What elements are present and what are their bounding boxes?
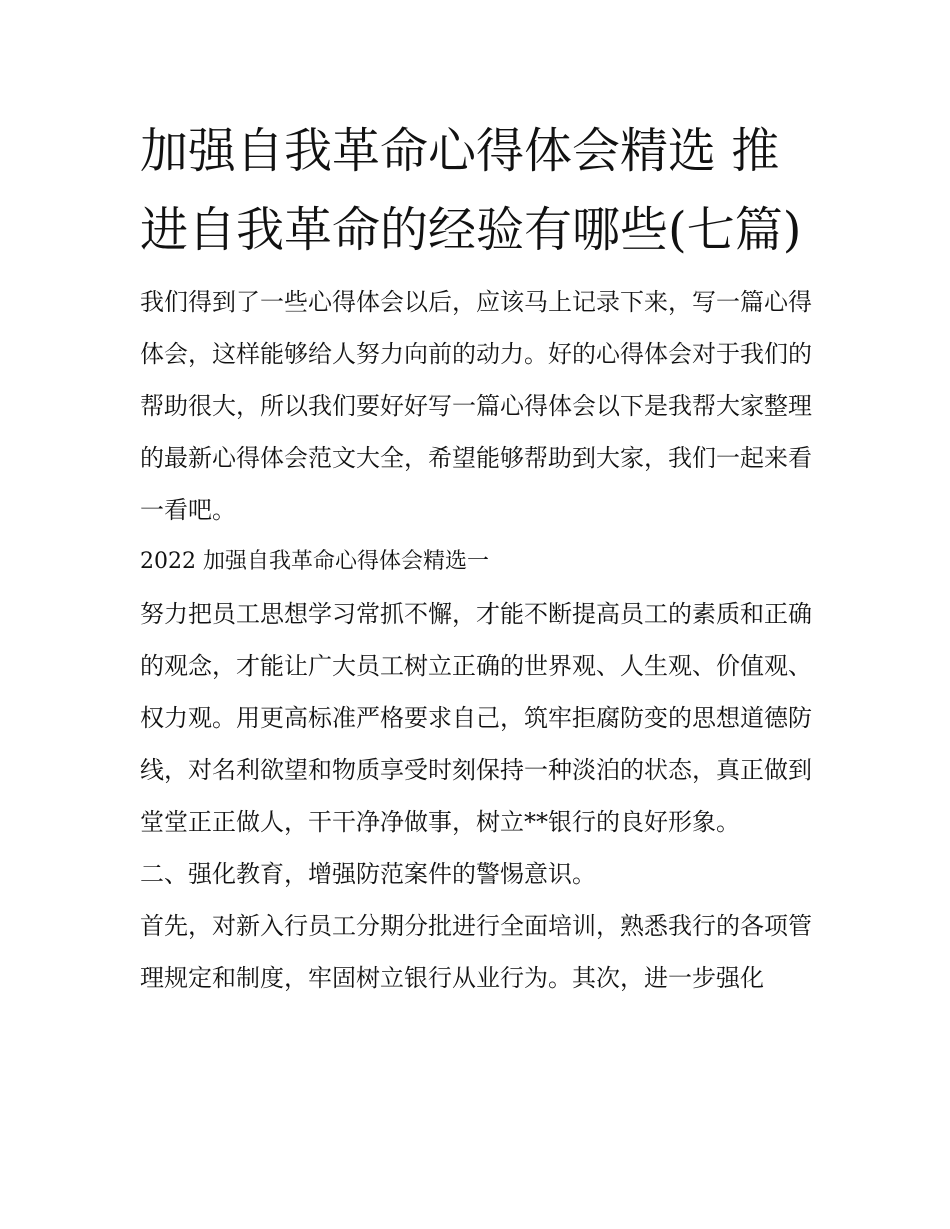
document-page — [140, 112, 812, 1004]
section-heading: 2022 加强自我革命心得体会精选一 — [140, 549, 489, 574]
body-paragraph: 首先，对新入行员工分期分批进行全面培训，熟悉我行的各项管理规定和制度，牢固树立银行从业行为。其次，进一步强化 — [140, 912, 812, 992]
document-title: 加强自我革命心得体会精选 推进自我革命的经验有哪些(七篇) — [140, 123, 802, 258]
intro-paragraph: 我们得到了一些心得体会以后，应该马上记录下来，写一篇心得体会，这样能够给人努力向前的动力。好的心得体会对于我们的帮助很大，所以我们要好好写一篇心得体会以下是我帮大家整理的最新心得体会范文大全，希望能够帮助到大家，我们一起来看一看吧。 — [140, 288, 812, 524]
body-paragraph: 二、强化教育，增强防范案件的警惕意识。 — [140, 860, 596, 888]
body-paragraph: 努力把员工思想学习常抓不懈，才能不断提高员工的素质和正确的观念，才能让广大员工树立正确的世界观、人生观、价值观、权力观。用更高标准严格要求自己，筑牢拒腐防变的思想道德防线，对名利欲望和物质享受时刻保持一种淡泊的状态，真正做到堂堂正正做人，干干净净做事，树立**银行的良好形象。 — [140, 600, 812, 836]
